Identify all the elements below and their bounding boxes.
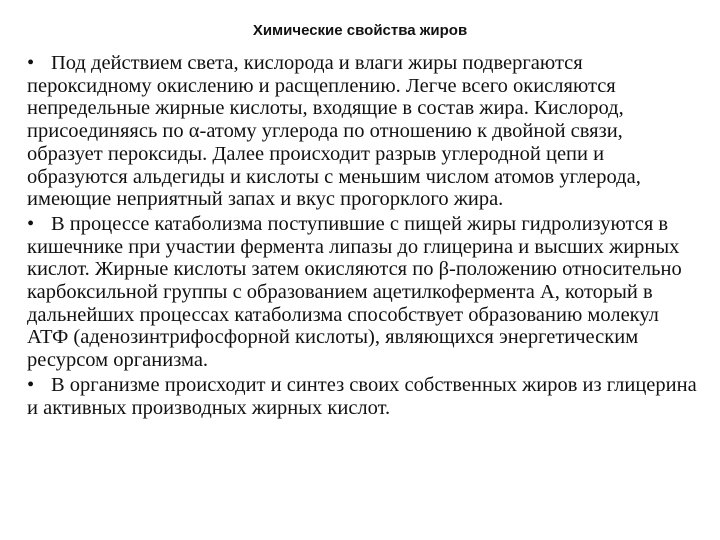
bullet-marker: • — [27, 373, 35, 396]
bullet-paragraph-3 — [27, 374, 703, 419]
slide-title: Химические свойства жиров — [252, 22, 468, 39]
bullet-marker: • — [27, 212, 35, 235]
slide-body — [27, 52, 703, 421]
paragraph-text: В процессе катаболизма поступившие с пищей жиры гидролизуются в кишечнике при участии фермента липазы до глицерина и высших жирных кислот. Жирные кислоты затем окисляются по β-положению относительно карбоксильной группы с образованием ацетилкофермента А, который в дальнейших процессах катаболизма способствует образованию молекул АТФ (аденозинтрифосфорной кислоты), являющихся энергетическим ресурсом организма. — [27, 212, 682, 372]
paragraph-text: В организме происходит и синтез своих собственных жиров из глицерина и активных производных жирных кислот. — [27, 373, 697, 419]
bullet-paragraph-2 — [27, 213, 703, 372]
bullet-marker: • — [27, 52, 35, 74]
paragraph-text: Под действием света, кислорода и влаги жиры подвергаются пероксидному окислению и расщеплению. Легче всего окисляются непредельные жирные кислоты, входящие в состав жира. Кислород, присоединяясь по α-атому углерода по отношению к двойной связи, образует пероксиды. Далее происходит разрыв углеродной цепи и образуются альдегиды и кислоты с меньшим числом атомов углерода, имеющие неприятный запах и вкус прогорклого жира. — [27, 52, 641, 211]
bullet-paragraph-1 — [27, 52, 703, 211]
